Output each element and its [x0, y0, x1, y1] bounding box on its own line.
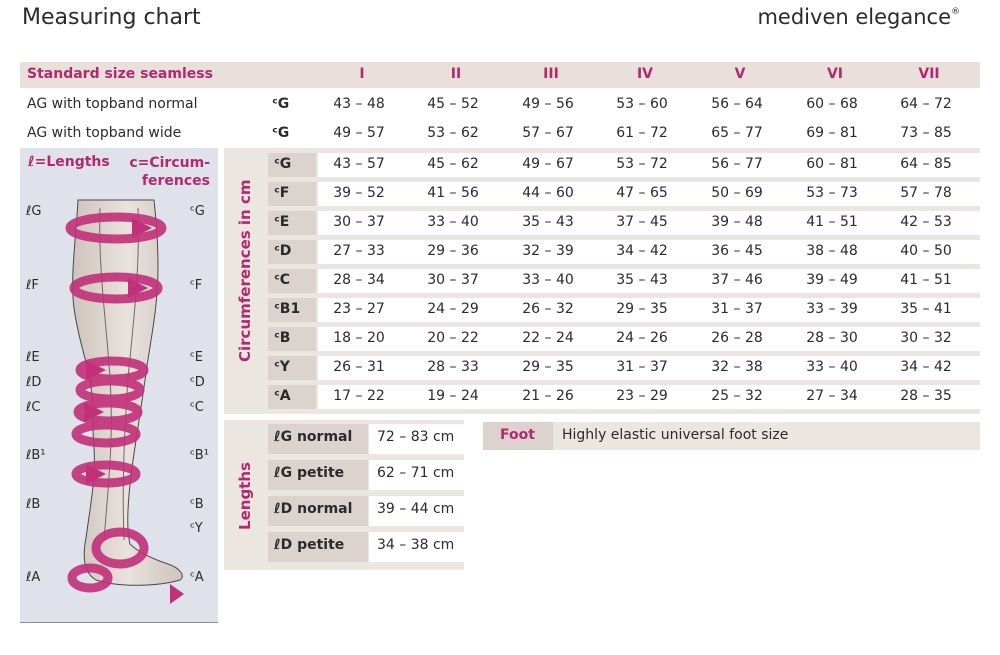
- length-name: ℓD normal: [274, 501, 353, 517]
- circumference-value-cell: 60 – 81: [806, 156, 858, 172]
- ag-value-cell: 60 – 68: [806, 96, 858, 112]
- circumference-value-cell: 31 – 37: [711, 301, 763, 317]
- circumference-value-cell: 57 – 78: [900, 185, 952, 201]
- circumference-value-cell: 41 – 56: [427, 185, 479, 201]
- circumference-value-cell: 26 – 32: [522, 301, 574, 317]
- leg-label-cg: ᶜG: [190, 204, 205, 219]
- circumference-value-cell: 39 – 52: [333, 185, 385, 201]
- leg-label-cc: ᶜC: [190, 400, 204, 415]
- size-header-vi: VI: [826, 66, 844, 82]
- circumference-value-cell: 32 – 38: [711, 359, 763, 375]
- circumference-value-cell: 22 – 24: [522, 330, 574, 346]
- size-header-vii: VII: [918, 66, 940, 82]
- circumference-value-cell: 53 – 73: [806, 185, 858, 201]
- circumference-code: ᶜB1: [274, 301, 301, 317]
- circumference-value-cell: 23 – 29: [616, 388, 668, 404]
- brand-logo: [757, 5, 960, 29]
- circumference-value-cell: 40 – 50: [900, 243, 952, 259]
- leg-label-le: ℓE: [26, 350, 40, 365]
- circumference-value-cell: 31 – 37: [616, 359, 668, 375]
- circumference-value-cell: 39 – 49: [806, 272, 858, 288]
- leg-label-cy: ᶜY: [190, 521, 203, 536]
- ag-row-label: AG with topband normal: [27, 96, 198, 112]
- ag-value-cell: 65 – 77: [711, 125, 763, 141]
- circumference-value-cell: 38 – 48: [806, 243, 858, 259]
- leg-illustration: [20, 148, 218, 622]
- circumference-value-cell: 35 – 41: [900, 301, 952, 317]
- circumference-code: ᶜF: [274, 185, 290, 201]
- ag-row-code: ᶜG: [272, 96, 290, 112]
- length-value: 62 – 71 cm: [377, 465, 455, 481]
- size-header-iii: III: [543, 66, 559, 82]
- circumference-value-cell: 53 – 72: [616, 156, 668, 172]
- legend-circ-line1: c=Circum-: [129, 155, 210, 171]
- lengths-title: Lengths: [236, 462, 254, 530]
- leg-label-ce: ᶜE: [190, 350, 204, 365]
- leg-label-lb1: ℓB¹: [26, 448, 46, 463]
- circumference-value-cell: 28 – 34: [333, 272, 385, 288]
- circumference-code: ᶜE: [274, 214, 290, 230]
- circumference-value-cell: 30 – 37: [427, 272, 479, 288]
- circumference-value-cell: 28 – 33: [427, 359, 479, 375]
- circumference-value-cell: 27 – 33: [333, 243, 385, 259]
- circumference-value-cell: 41 – 51: [806, 214, 858, 230]
- circumference-value-cell: 26 – 28: [711, 330, 763, 346]
- circumference-value-cell: 43 – 57: [333, 156, 385, 172]
- circumferences-title: Circumferences in cm: [236, 179, 254, 362]
- ag-row-code: ᶜG: [272, 125, 290, 141]
- circumference-value-cell: 28 – 30: [806, 330, 858, 346]
- circumference-value-cell: 42 – 53: [900, 214, 952, 230]
- circumference-value-cell: 34 – 42: [616, 243, 668, 259]
- leg-label-cb: ᶜB: [190, 497, 204, 512]
- ag-value-cell: 45 – 52: [427, 96, 479, 112]
- leg-diagram: [20, 148, 218, 623]
- size-header-iv: IV: [636, 66, 654, 82]
- length-value: 39 – 44 cm: [377, 501, 455, 517]
- size-header-i: I: [359, 66, 365, 82]
- legend-circumferences: [126, 154, 210, 190]
- circumference-value-cell: 44 – 60: [522, 185, 574, 201]
- circumference-value-cell: 45 – 62: [427, 156, 479, 172]
- circumference-value-cell: 37 – 45: [616, 214, 668, 230]
- circumference-value-cell: 21 – 26: [522, 388, 574, 404]
- brand-name: mediven elegance: [757, 5, 951, 29]
- ag-value-cell: 53 – 62: [427, 125, 479, 141]
- circumference-code: ᶜA: [274, 388, 291, 404]
- leg-label-cd: ᶜD: [190, 375, 205, 390]
- leg-label-lf: ℓF: [26, 278, 39, 293]
- legend-circ-line2: ferences: [141, 173, 210, 189]
- circumference-code: ᶜB: [274, 330, 291, 346]
- ag-value-cell: 64 – 72: [900, 96, 952, 112]
- ag-value-cell: 53 – 60: [616, 96, 668, 112]
- foot-description: Highly elastic universal foot size: [562, 427, 789, 443]
- circumference-value-cell: 30 – 37: [333, 214, 385, 230]
- leg-label-ca: ᶜA: [190, 570, 204, 585]
- ag-value-cell: 69 – 81: [806, 125, 858, 141]
- ag-row-label: AG with topband wide: [27, 125, 182, 141]
- circumference-value-cell: 23 – 27: [333, 301, 385, 317]
- circumference-value-cell: 25 – 32: [711, 388, 763, 404]
- ag-value-cell: 49 – 56: [522, 96, 574, 112]
- circumference-value-cell: 33 – 40: [806, 359, 858, 375]
- circumference-value-cell: 35 – 43: [522, 214, 574, 230]
- foot-label: Foot: [500, 427, 535, 443]
- ag-value-cell: 43 – 48: [333, 96, 385, 112]
- circumference-value-cell: 29 – 35: [616, 301, 668, 317]
- ag-value-cell: 57 – 67: [522, 125, 574, 141]
- leg-label-la: ℓA: [26, 570, 41, 585]
- leg-label-lc: ℓC: [26, 400, 41, 415]
- page-title: Measuring chart: [22, 5, 201, 30]
- circumference-value-cell: 24 – 29: [427, 301, 479, 317]
- ag-value-cell: 61 – 72: [616, 125, 668, 141]
- length-value: 34 – 38 cm: [377, 537, 455, 553]
- circumference-value-cell: 33 – 40: [522, 272, 574, 288]
- leg-label-ld: ℓD: [26, 375, 42, 390]
- circumference-value-cell: 29 – 35: [522, 359, 574, 375]
- leg-label-cf: ᶜF: [190, 278, 203, 293]
- circumference-code: ᶜC: [274, 272, 291, 288]
- length-name: ℓG normal: [274, 429, 353, 445]
- circumference-value-cell: 19 – 24: [427, 388, 479, 404]
- circumference-value-cell: 27 – 34: [806, 388, 858, 404]
- ag-value-cell: 49 – 57: [333, 125, 385, 141]
- circumference-value-cell: 33 – 40: [427, 214, 479, 230]
- circumference-value-cell: 20 – 22: [427, 330, 479, 346]
- length-name: ℓD petite: [274, 537, 345, 553]
- circumference-value-cell: 29 – 36: [427, 243, 479, 259]
- circumference-value-cell: 47 – 65: [616, 185, 668, 201]
- circumference-value-cell: 30 – 32: [900, 330, 952, 346]
- circumference-value-cell: 36 – 45: [711, 243, 763, 259]
- leg-label-lg: ℓG: [26, 204, 42, 219]
- length-value: 72 – 83 cm: [377, 429, 455, 445]
- legend-lengths: ℓ=Lengths: [28, 154, 110, 170]
- leg-label-cb1: ᶜB¹: [190, 448, 209, 463]
- circumference-value-cell: 50 – 69: [711, 185, 763, 201]
- circumference-value-cell: 24 – 26: [616, 330, 668, 346]
- standard-size-label: Standard size seamless: [27, 66, 213, 82]
- leg-label-lb: ℓB: [26, 497, 41, 512]
- ag-value-cell: 73 – 85: [900, 125, 952, 141]
- ag-value-cell: 56 – 64: [711, 96, 763, 112]
- circumference-value-cell: 35 – 43: [616, 272, 668, 288]
- circumference-value-cell: 26 – 31: [333, 359, 385, 375]
- registered-mark: ®: [951, 7, 960, 17]
- size-header-ii: II: [450, 66, 462, 82]
- length-name: ℓG petite: [274, 465, 345, 481]
- circumference-value-cell: 37 – 46: [711, 272, 763, 288]
- size-header-v: V: [734, 66, 746, 82]
- circumference-value-cell: 32 – 39: [522, 243, 574, 259]
- circumference-value-cell: 34 – 42: [900, 359, 952, 375]
- circumference-code: ᶜD: [274, 243, 292, 259]
- circumference-value-cell: 49 – 67: [522, 156, 574, 172]
- circumference-value-cell: 28 – 35: [900, 388, 952, 404]
- circumference-code: ᶜG: [274, 156, 292, 172]
- circumference-code: ᶜY: [274, 359, 290, 375]
- circumference-value-cell: 56 – 77: [711, 156, 763, 172]
- circumference-value-cell: 41 – 51: [900, 272, 952, 288]
- circumference-value-cell: 18 – 20: [333, 330, 385, 346]
- circumference-value-cell: 39 – 48: [711, 214, 763, 230]
- circumference-value-cell: 17 – 22: [333, 388, 385, 404]
- circumference-value-cell: 33 – 39: [806, 301, 858, 317]
- circumference-value-cell: 64 – 85: [900, 156, 952, 172]
